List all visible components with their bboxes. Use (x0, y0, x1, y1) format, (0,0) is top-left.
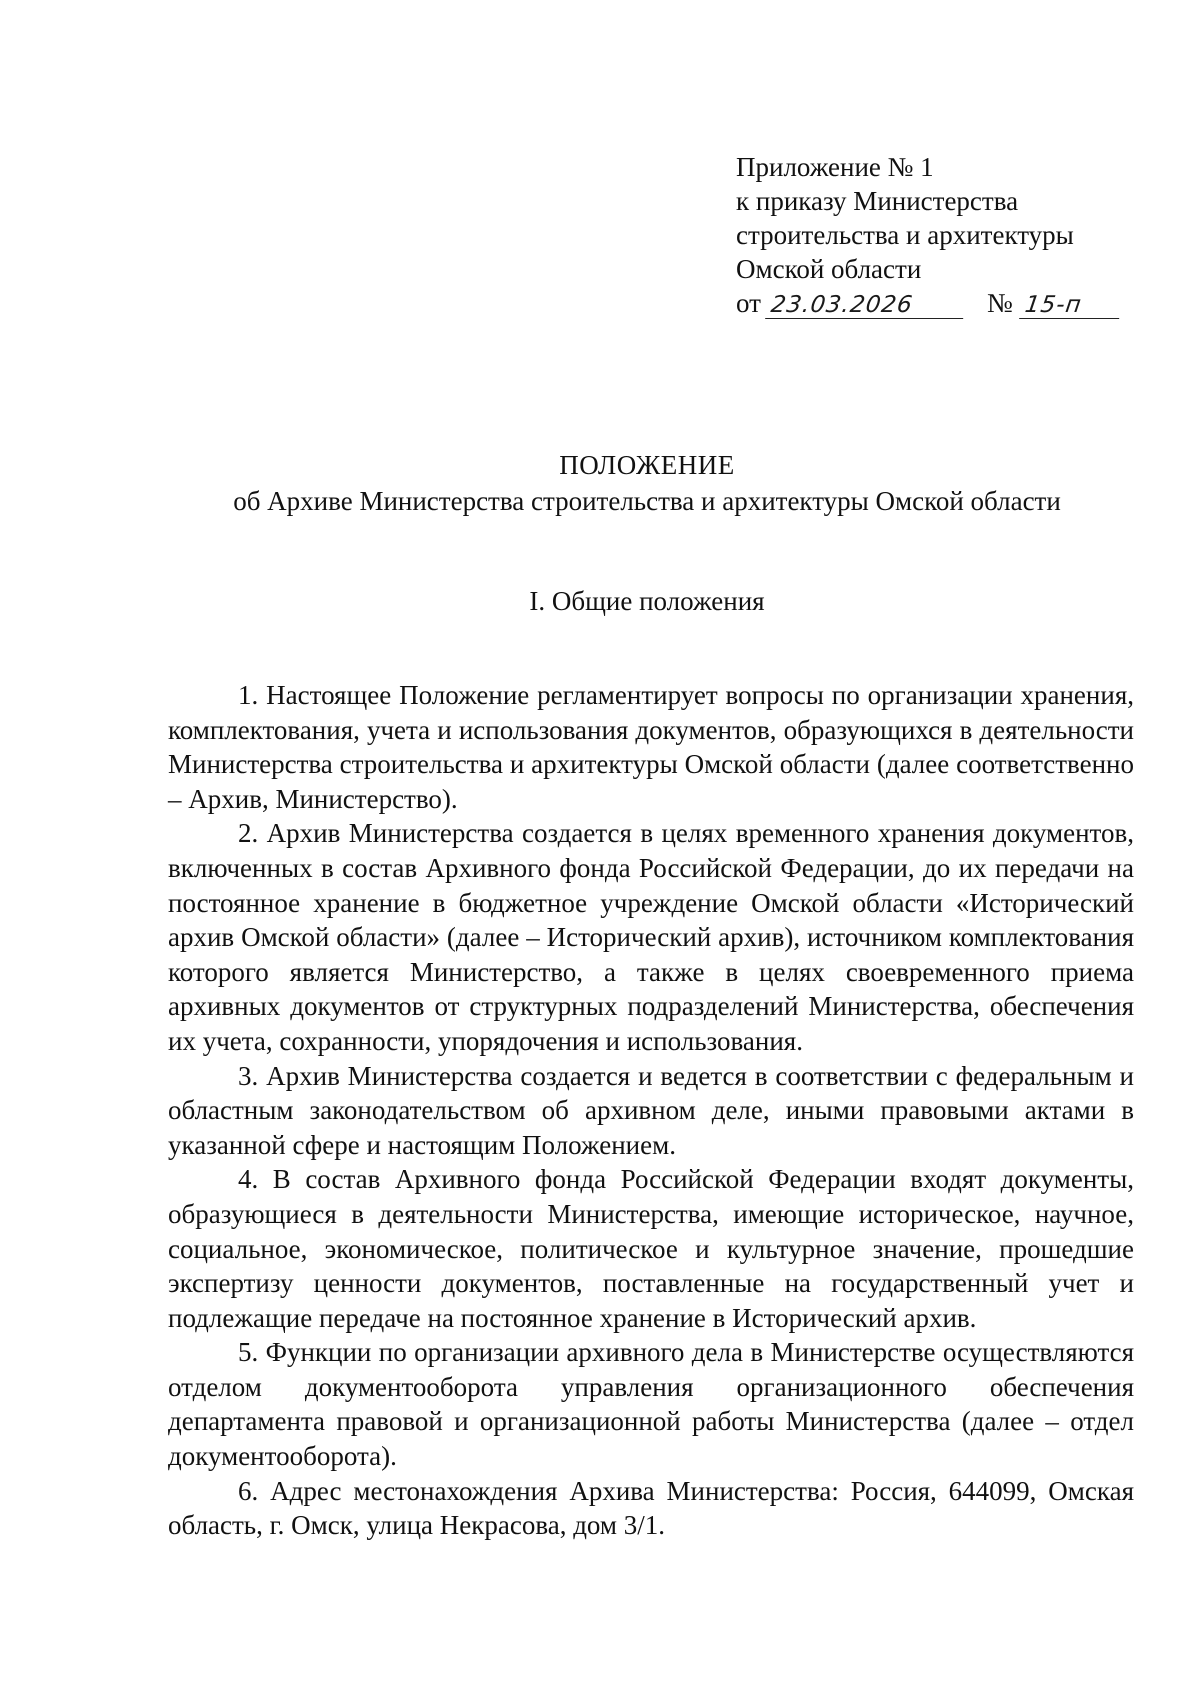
appendix-line-4: Омской области (736, 254, 922, 284)
paragraph-5: 5. Функции по организации архивного дела в Министерстве осуществляются отделом документооборота управления организационного обеспечения департамента правовой и организационной работы Министерства (далее – отдел документооборота). (168, 1337, 1134, 1472)
paragraph-1: 1. Настоящее Положение регламентирует вопросы по организации хранения, комплектования, учета и использования документов, образующихся в деятельности Министерства строительства и архитектуры Омской области (далее соответственно – Архив, Министерство). (168, 680, 1134, 814)
section-heading: I. Общие положения (529, 586, 765, 616)
handwritten-date: 23.03.2026 (765, 292, 967, 319)
number-prefix: № (986, 288, 1013, 318)
appendix-block (736, 150, 1156, 320)
paragraph-6: 6. Адрес местонахождения Архива Министерства: Россия, 644099, Омская область, г. Омск, улица Некрасова, дом 3/1. (168, 1475, 1134, 1541)
paragraph-4: 4. В состав Архивного фонда Российской Федерации входят документы, образующиеся в деятельности Министерства, имеющие историческое, научное, социальное, экономическое, политическое и культурное значение, прошедшие экспертизу ценности документов, поставленные на государственный учет и подлежащие передаче на постоянное хранение в Исторический архив. (168, 1164, 1134, 1333)
appendix-line-3: строительства и архитектуры (736, 220, 1074, 250)
handwritten-number: 15-п (1019, 292, 1123, 319)
paragraph-2: 2. Архив Министерства создается в целях временного хранения документов, включенных в состав Архивного фонда Российской Федерации, до их передачи на постоянное хранение в бюджетное учреждение Омской области «Исторический архив Омской области» (далее – Исторический архив), источником комплектования которого является Министерство, а также в целях своевременного приема архивных документов от структурных подразделений Министерства, обеспечения их учета, сохранности, упорядочения и использования. (168, 818, 1134, 1056)
date-prefix: от (736, 288, 761, 318)
appendix-line-2: к приказу Министерства (736, 186, 1019, 216)
document-body (168, 678, 1134, 1543)
order-date-number-line (736, 286, 1156, 320)
paragraph-3: 3. Архив Министерства создается и ведется в соответствии с федеральным и областным законодательством об архивном деле, иными правовыми актами в указанной сфере и настоящим Положением. (168, 1060, 1134, 1160)
document-subtitle: об Архиве Министерства строительства и архитектуры Омской области (233, 486, 1061, 516)
document-title: ПОЛОЖЕНИЕ (559, 450, 735, 480)
appendix-line-1: Приложение № 1 (736, 152, 934, 182)
